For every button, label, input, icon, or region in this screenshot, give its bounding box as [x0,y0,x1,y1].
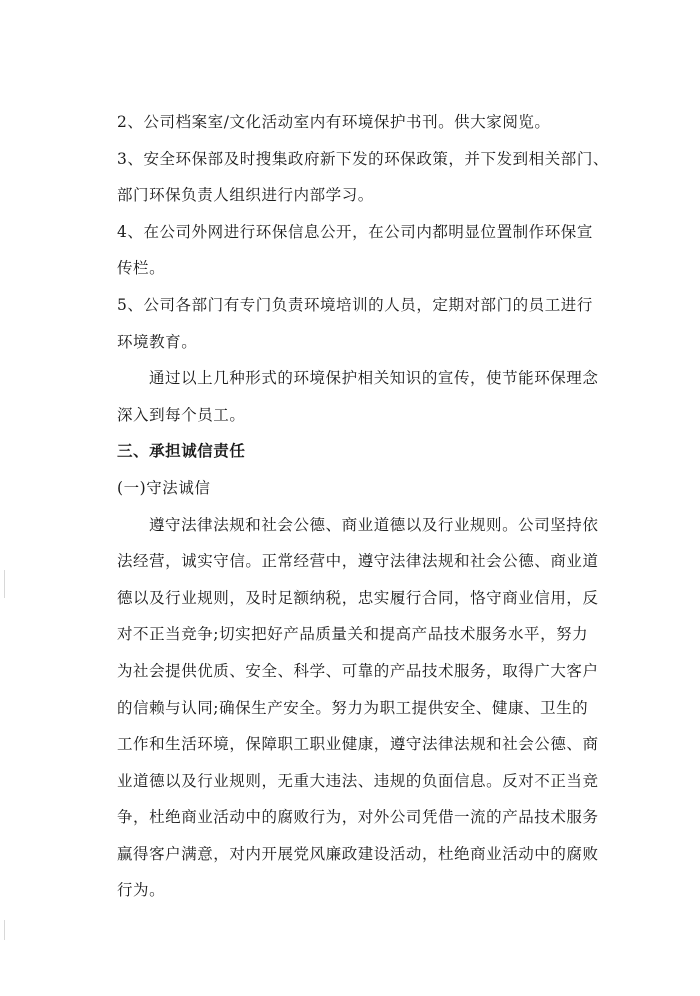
subsection-heading: (一)守法诚信 [117,478,211,497]
item-4-line-2: 传栏。 [117,259,166,278]
item-2-line: 2、公司档案室/文化活动室内有环境保护书刊。供大家阅览。 [117,113,551,131]
item-5-line-2: 环境教育。 [117,332,198,351]
item-3-line-2: 部门环保负责人组织进行内部学习。 [117,186,374,205]
scan-edge-mark [4,570,5,598]
item-3-line-1: 3、安全环保部及时搜集政府新下发的环保政策，并下发到相关部门、 [117,149,609,168]
scan-edge-mark [4,920,5,940]
body-paragraph-line-11: 行为。 [117,881,166,900]
body-paragraph-line-10: 赢得客户满意，对内开展党风廉政建设活动，杜绝商业活动中的腐败 [117,844,599,863]
document-body [117,104,609,909]
item-5-line-1: 5、公司各部门有专门负责环境培训的人员，定期对部门的员工进行 [117,295,593,314]
body-paragraph-line-4: 对不正当竞争;切实把好产品质量关和提高产品技术服务水平，努力 [117,625,589,644]
section-heading: 三、承担诚信责任 [117,442,246,461]
body-paragraph-line-5: 为社会提供优质、安全、科学、可靠的产品技术服务，取得广大客户 [117,661,599,680]
body-paragraph-line-6: 的信赖与认同;确保生产安全。努力为职工提供安全、健康、卫生的 [117,698,589,717]
body-paragraph-line-3: 德以及行业规则，及时足额纳税，忠实履行合同，恪守商业信用，反 [117,588,599,607]
body-paragraph-line-9: 争，杜绝商业活动中的腐败行为，对外公司凭借一流的产品技术服务 [117,808,599,827]
summary-paragraph-line-2: 深入到每个员工。 [117,405,246,424]
summary-paragraph-line-1: 通过以上几种形式的环境保护相关知识的宣传，使节能环保理念 [149,369,599,388]
body-paragraph-line-7: 工作和生活环境，保障职工职业健康，遵守法律法规和社会公德、商 [117,735,599,754]
body-paragraph-line-2: 法经营，诚实守信。正常经营中，遵守法律法规和社会公德、商业道 [117,552,599,571]
body-paragraph-line-1: 遵守法律法规和社会公德、商业道德以及行业规则。公司坚持依 [149,515,599,534]
item-4-line-1: 4、在公司外网进行环保信息公开，在公司内都明显位置制作环保宣 [117,222,593,241]
body-paragraph-line-8: 业道德以及行业规则，无重大违法、违规的负面信息。反对不正当竞 [117,771,599,790]
